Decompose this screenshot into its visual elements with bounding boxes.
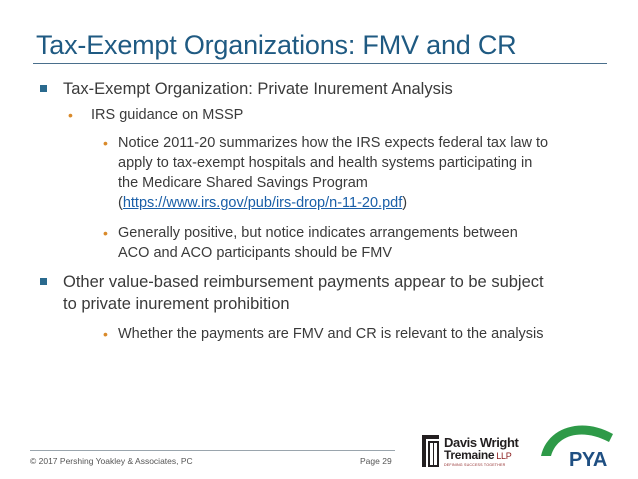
slide-title: Tax-Exempt Organizations: FMV and CR — [36, 30, 517, 60]
bullet-text-block — [118, 223, 518, 263]
pya-logo — [537, 418, 617, 474]
title-divider — [33, 63, 607, 64]
irs-notice-link[interactable]: https://www.irs.gov/pub/irs-drop/n-11-20.pdf — [122, 195, 403, 211]
dwt-mark-icon — [422, 435, 439, 467]
bullet-line — [118, 193, 548, 213]
bullet-line: ACO and ACO participants should be FMV — [118, 245, 393, 261]
dwt-llp: LLP — [496, 451, 512, 461]
dwt-name-line1: Davis Wright — [444, 435, 519, 450]
bullet-text-block — [118, 133, 548, 213]
page-number: Page 29 — [360, 456, 392, 466]
paren-close: ) — [402, 195, 408, 211]
footer-copyright: © 2017 Pershing Yoakley & Associates, PC — [30, 456, 193, 466]
bullet-text-block — [63, 271, 544, 315]
dot-bullet-icon: • — [68, 107, 73, 123]
bullet-line: Other value-based reimbursement payments appear to be subject — [63, 273, 544, 291]
dwt-name-line2 — [444, 448, 511, 462]
square-bullet-icon — [40, 278, 47, 285]
dot-bullet-icon: • — [103, 135, 108, 151]
bullet-line: Generally positive, but notice indicates arrangements between — [118, 225, 518, 241]
dwt-tagline: DEFINING SUCCESS TOGETHER — [444, 463, 506, 467]
bullet-line: to private inurement prohibition — [63, 295, 290, 313]
bullet-line: the Medicare Shared Savings Program — [118, 175, 368, 191]
bullet-text: Whether the payments are FMV and CR is relevant to the analysis — [118, 326, 544, 342]
bullet-line: apply to tax-exempt hospitals and health systems participating in — [118, 155, 533, 171]
dot-bullet-icon: • — [103, 225, 108, 241]
pya-wordmark: PYA — [569, 449, 607, 471]
square-bullet-icon — [40, 85, 47, 92]
bullet-text: IRS guidance on MSSP — [91, 107, 244, 123]
davis-wright-tremaine-logo — [422, 433, 520, 473]
dot-bullet-icon: • — [103, 326, 108, 342]
paren-open: ( — [118, 195, 123, 211]
bullet-text: Tax-Exempt Organization: Private Inurement Analysis — [63, 80, 453, 98]
footer-divider — [30, 450, 395, 451]
bullet-line: Notice 2011-20 summarizes how the IRS expects federal tax law to — [118, 135, 549, 151]
dwt-tremaine: Tremaine — [444, 448, 495, 462]
